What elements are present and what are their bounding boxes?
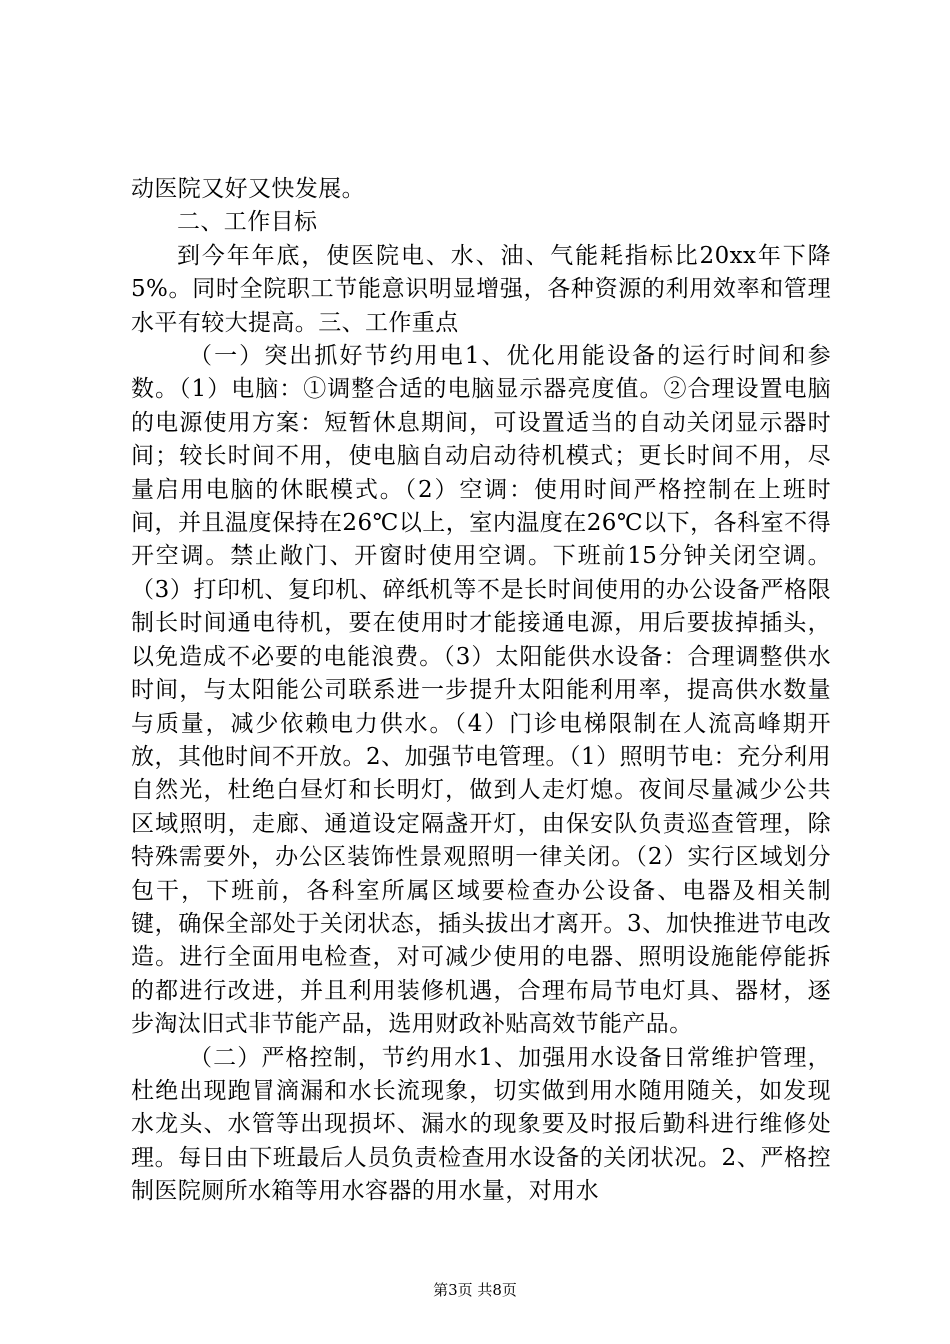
paragraph-continuation: 动医院又好又快发展。 xyxy=(131,176,365,202)
paragraph-goals: 到今年年底，使医院电、水、油、气能耗指标比20xx年下降5%。同时全院职工节能意识明显增强，各种资源的利用效率和管理水平有较大提高。三、工作重点 xyxy=(131,242,831,336)
section-heading-work-goals: 二、工作目标 xyxy=(177,209,318,236)
paragraph-electricity-saving: （一）突出抓好节约用电1、优化用能设备的运行时间和参数。（1）电脑：①调整合适的电脑显示器亮度值。②合理设置电脑的电源使用方案：短暂休息期间，可设置适当的自动关闭显示器时间；较长时间不用，使电脑自动启动待机模式；更长时间不用，尽量启用电脑的休眠模式。（2）空调：使用时间严格控制在上班时间，并且温度保持在26℃以上，室内温度在26℃以下，各科室不得开空调。禁止敞门、开窗时使用空调。下班前15分钟关闭空调。（3）打印机、复印机、碎纸机等不是长时间使用的办公设备严格限制长时间通电待机，要在使用时才能接通电源，用后要拔掉插头，以免造成不必要的电能浪费。（3）太阳能供水设备：合理调整供水时间，与太阳能公司联系进一步提升太阳能利用率，提高供水数量与质量，减少依赖电力供水。（4）门诊电梯限制在人流高峰期开放，其他时间不开放。2、加强节电管理。（1）照明节电：充分利用自然光，杜绝白昼灯和长明灯，做到人走灯熄。夜间尽量减少公共区域照明，走廊、通道设定隔盏开灯，由保安队负责巡查管理，除特殊需要外，办公区装饰性景观照明一律关闭。（2）实行区域划分包干，下班前，各科室所属区域要检查办公设备、电器及相关制键，确保全部处于关闭状态，插头拔出才离开。3、加快推进节电改造。进行全面用电检查，对可减少使用的电器、照明设施能停能拆的都进行改进，并且利用装修机遇，合理布局节电灯具、器材，逐步淘汰旧式非节能产品，选用财政补贴高效节能产品。 xyxy=(131,343,831,1038)
document-body xyxy=(131,173,831,1209)
page-number-footer: 第3页 共8页 xyxy=(433,1281,517,1299)
paragraph-water-saving: （二）严格控制，节约用水1、加强用水设备日常维护管理，杜绝出现跑冒滴漏和水长流现象，切实做到用水随用随关，如发现水龙头、水管等出现损坏、漏水的现象要及时报后勤科进行维修处理。每日由下班最后人员负责检查用水设备的关闭状况。2、严格控制医院厕所水箱等用水容器的用水量，对用水 xyxy=(131,1044,831,1205)
